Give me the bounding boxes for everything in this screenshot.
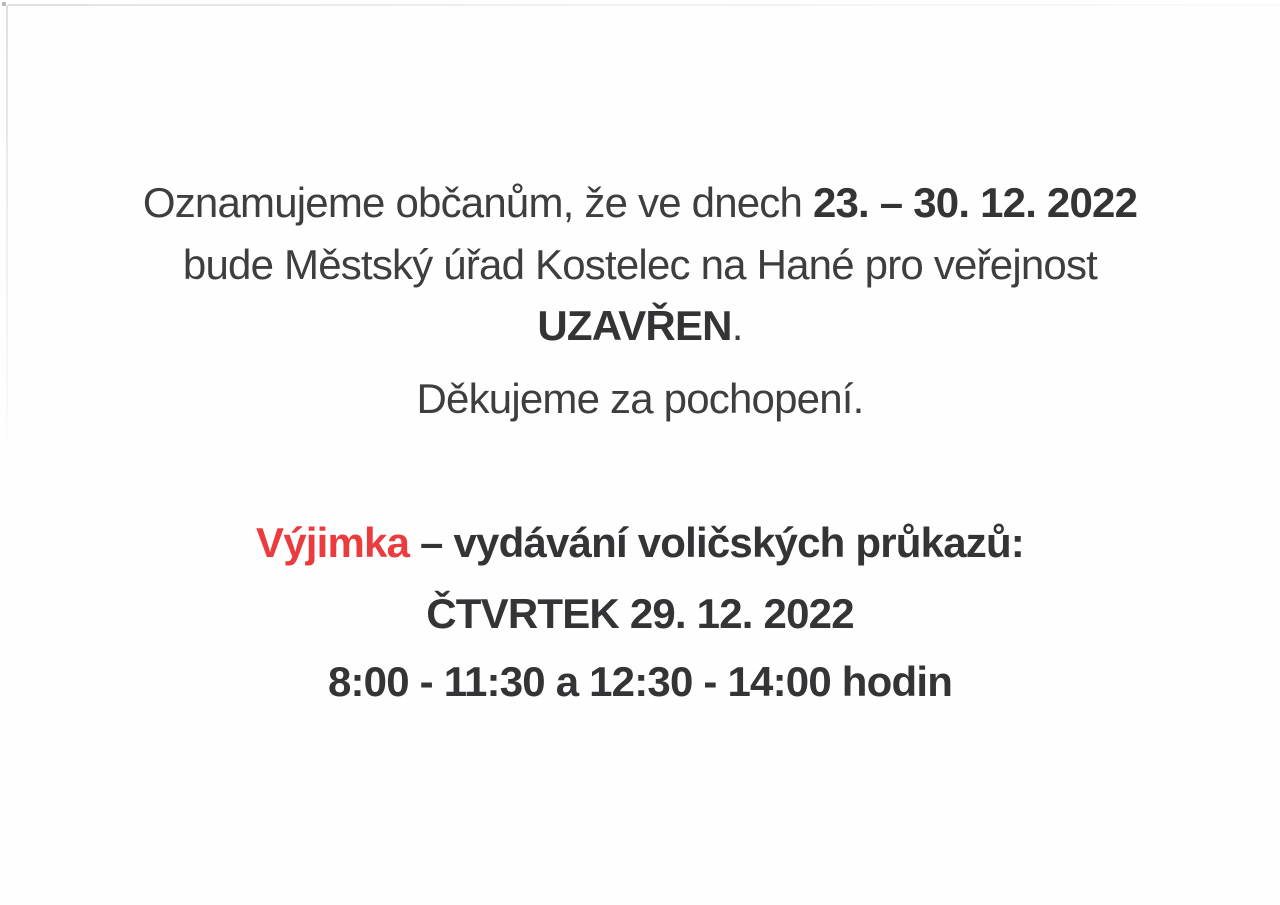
exception-line [0,519,1280,567]
exception-date-line: ČTVRTEK 29. 12. 2022 [426,590,854,637]
exception-description: – vydávání voličských průkazů: [409,519,1024,566]
scan-artifact-top-edge [8,4,1280,6]
closed-line [0,302,1280,350]
thanks-line: Děkujeme za pochopení. [416,375,864,422]
announcement-dates: 23. – 30. 12. 2022 [812,179,1138,226]
scan-artifact-corner-dot [2,2,6,6]
announcement-text-regular: Oznamujeme občanům, že ve dnech [142,179,813,226]
announcement-line-1 [0,179,1280,227]
closed-period: . [731,302,743,349]
announcement-line-2: bude Městský úřad Kostelec na Hané pro veřejnost [182,241,1098,288]
exception-highlight-word: Výjimka [256,519,410,566]
exception-hours-line: 8:00 - 11:30 a 12:30 - 14:00 hodin [327,658,953,705]
closed-word: UZAVŘEN [537,302,732,349]
